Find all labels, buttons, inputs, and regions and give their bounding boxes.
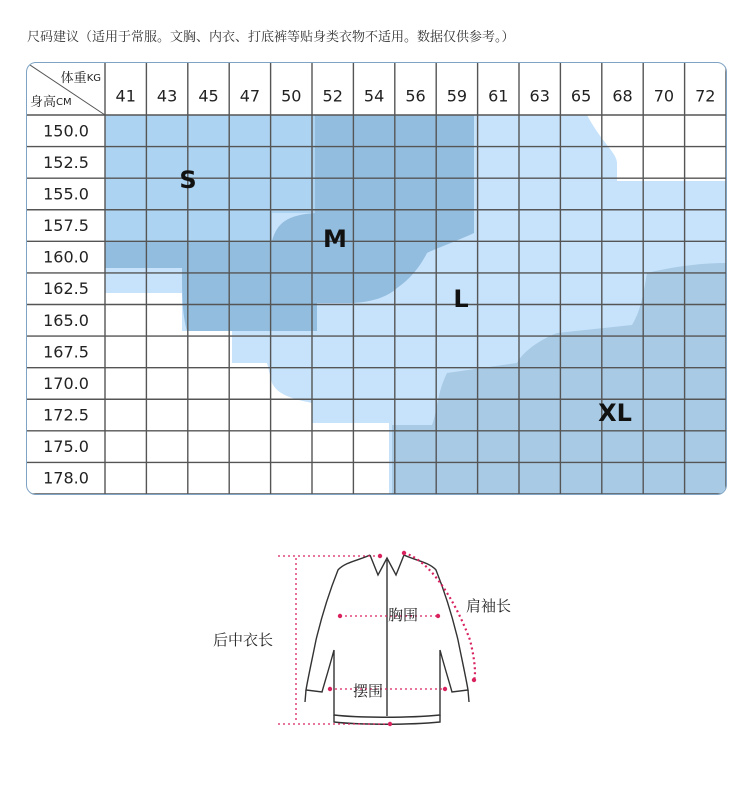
height-tick: 157.5 [43, 216, 89, 236]
measure-dots [328, 551, 476, 726]
weight-tick: 47 [239, 86, 261, 106]
label-back-length: 后中衣长 [213, 631, 274, 649]
weight-header: 体重KG [60, 70, 101, 86]
height-tick: 165.0 [43, 310, 89, 330]
weight-tick: 72 [695, 86, 716, 106]
height-tick: 152.5 [43, 152, 89, 172]
weight-tick: 65 [570, 86, 592, 106]
weight-tick: 41 [115, 86, 136, 106]
weight-tick: 70 [653, 86, 675, 106]
height-tick: 170.0 [43, 373, 89, 393]
weight-tick: 61 [488, 86, 509, 106]
weight-tick: 68 [612, 86, 633, 106]
size-advice-note: 尺码建议（适用于常服。文胸、内衣、打底裤等贴身类衣物不适用。数据仅供参考。） [27, 30, 515, 45]
label-sleeve: 肩袖长 [466, 597, 512, 615]
height-tick: 167.5 [43, 342, 89, 362]
weight-tick: 54 [363, 86, 385, 106]
weight-tick: 63 [529, 86, 550, 106]
height-tick: 160.0 [43, 247, 89, 267]
size-label-xl: XL [598, 399, 632, 427]
label-chest: 胸围 [388, 606, 419, 624]
size-label-l: L [453, 285, 469, 313]
weight-tick: 50 [281, 86, 302, 106]
height-tick: 155.0 [43, 184, 89, 204]
weight-tick: 43 [156, 86, 178, 106]
size-label-s: S [179, 166, 197, 194]
weight-tick: 52 [322, 86, 343, 106]
height-header: 身高CM [30, 94, 72, 110]
height-tick: 172.5 [43, 405, 89, 425]
height-tick: 162.5 [43, 279, 89, 299]
weight-tick: 56 [405, 86, 426, 106]
weight-tick: 59 [446, 86, 468, 106]
label-hem: 摆围 [353, 682, 384, 700]
weight-tick: 45 [198, 86, 219, 106]
size-label-m: M [323, 225, 347, 253]
height-tick: 178.0 [43, 468, 89, 488]
shirt-outline [305, 555, 469, 724]
height-tick: 175.0 [43, 437, 89, 457]
height-tick: 150.0 [43, 121, 89, 141]
